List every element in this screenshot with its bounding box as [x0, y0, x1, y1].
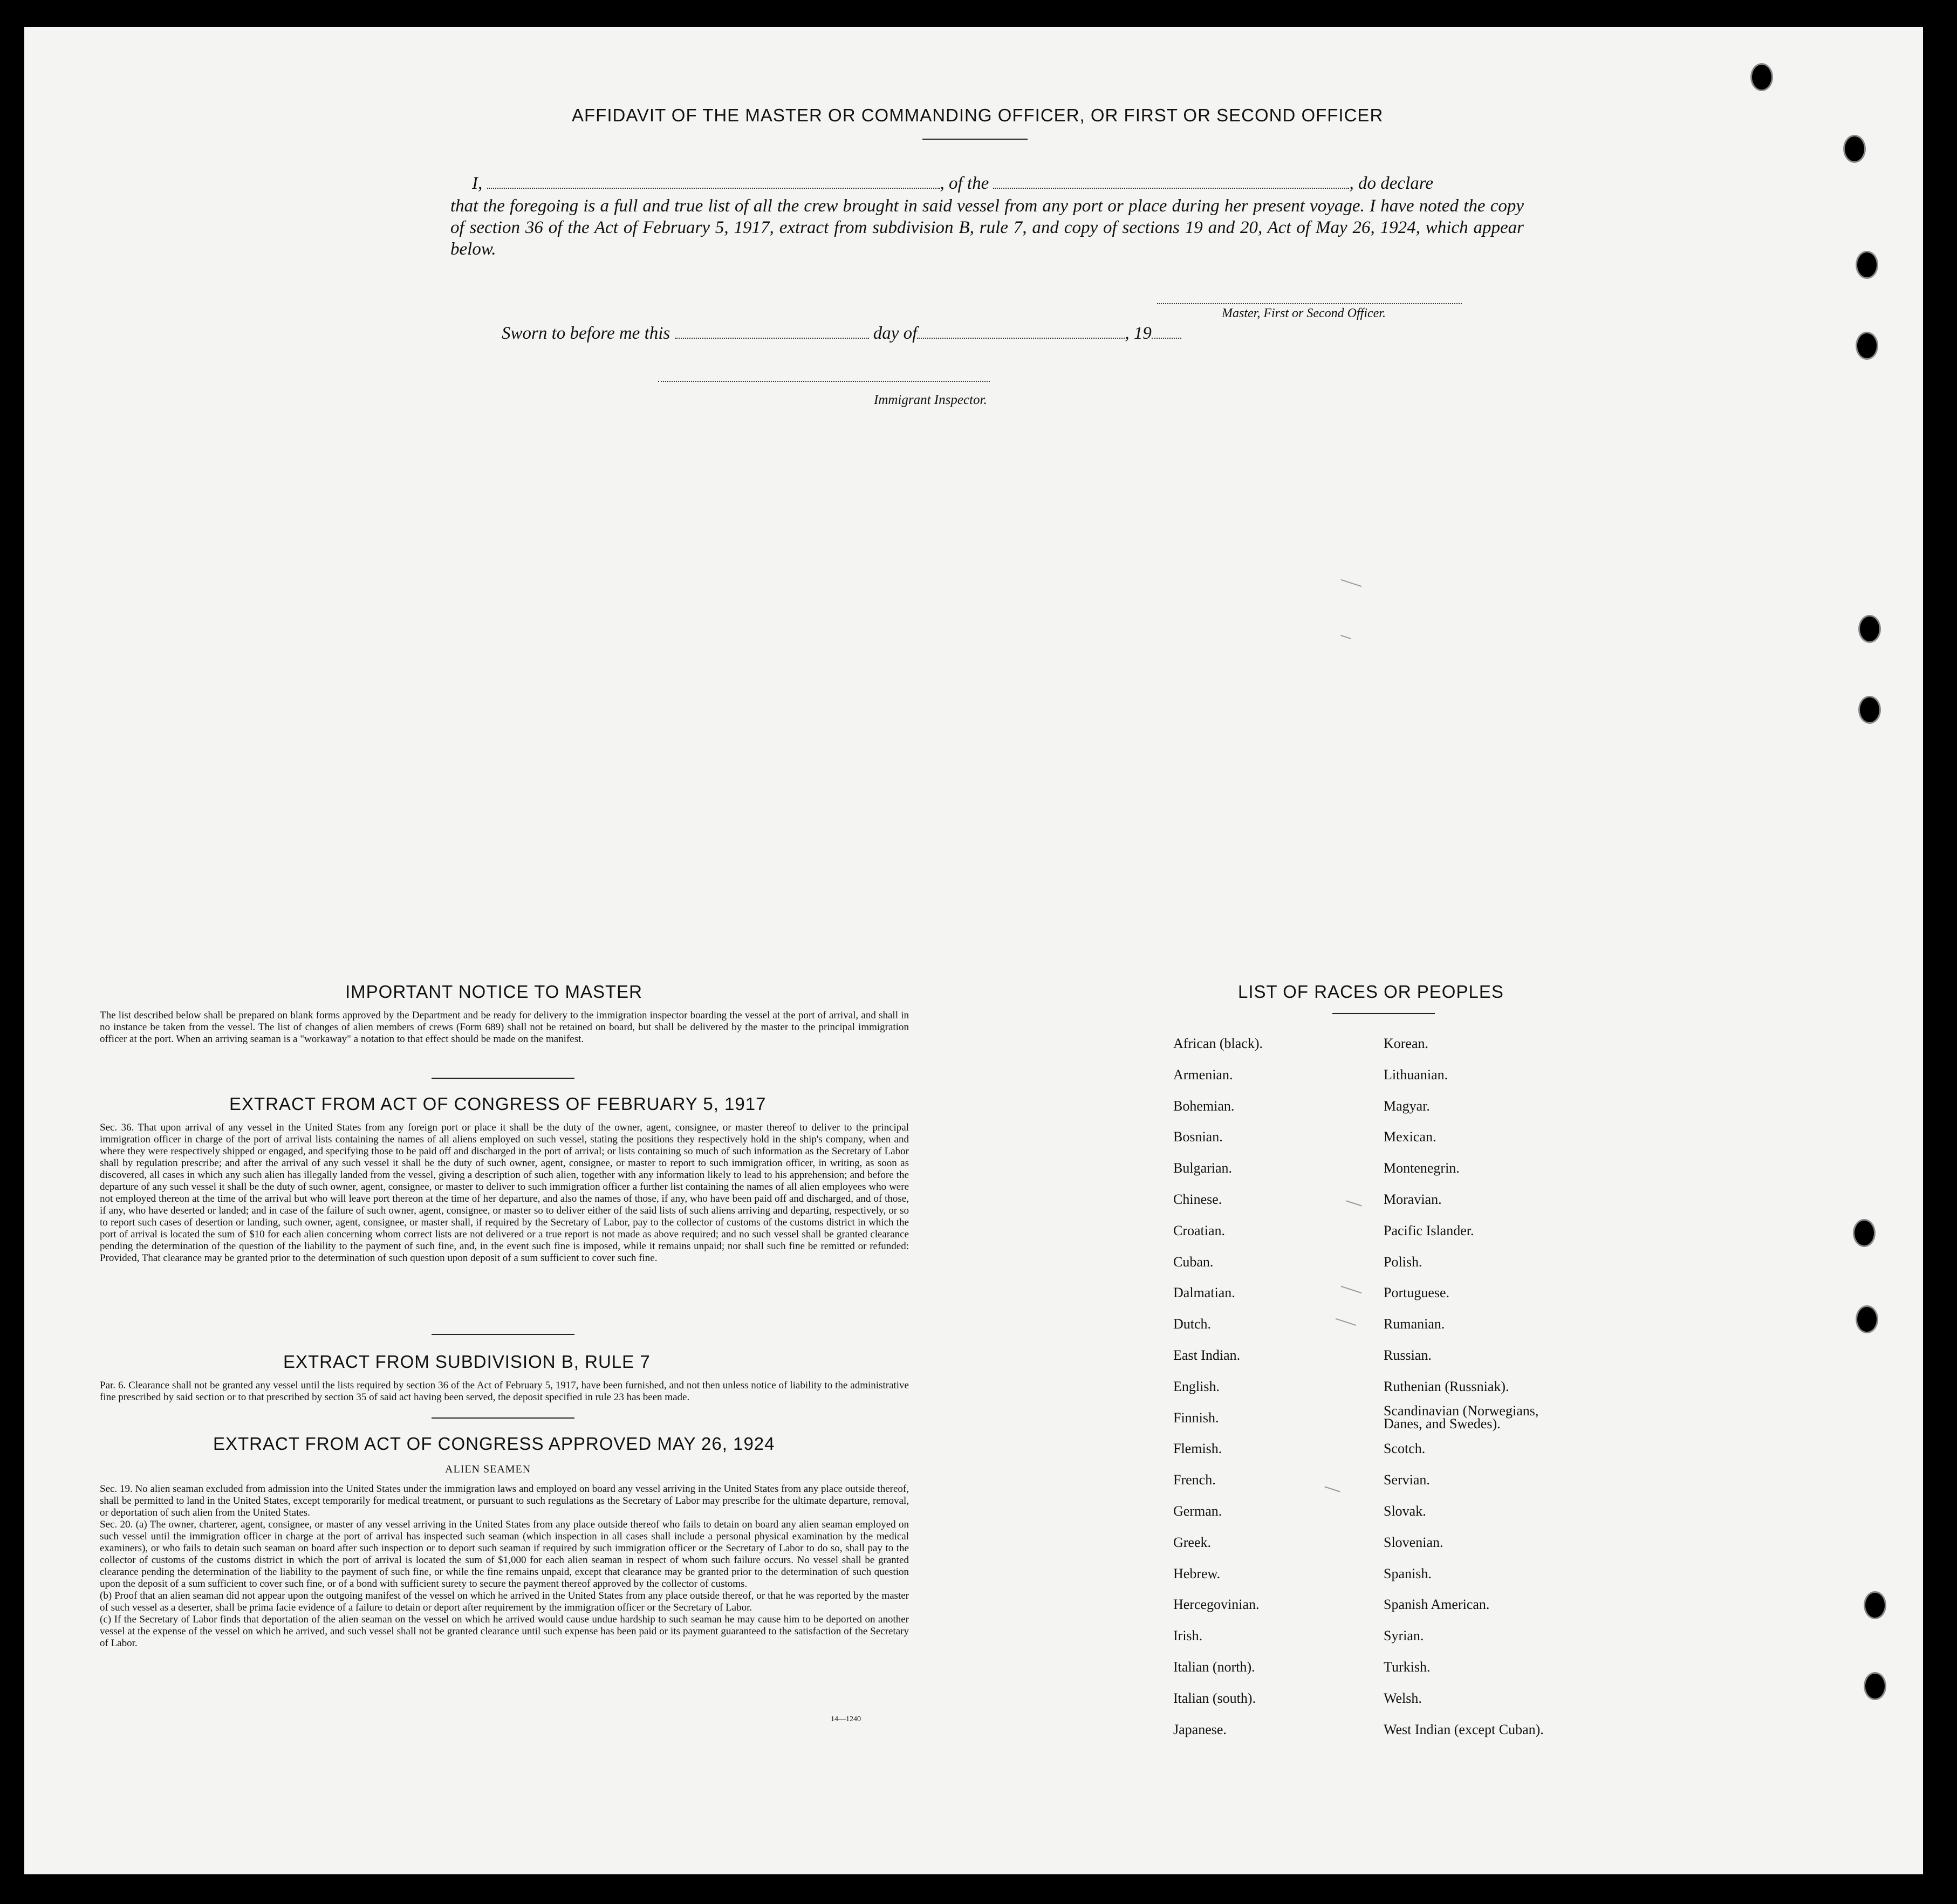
- race-item: Greek.: [1173, 1535, 1212, 1550]
- race-item: Cuban.: [1173, 1254, 1214, 1270]
- punch-hole: [1856, 1305, 1878, 1333]
- race-item: African (black).: [1173, 1036, 1263, 1051]
- race-item: Spanish American.: [1384, 1597, 1490, 1612]
- master-signature-label: Master, First or Second Officer.: [1222, 306, 1386, 320]
- race-item: Finnish.: [1173, 1410, 1219, 1426]
- race-item: Lithuanian.: [1384, 1067, 1448, 1083]
- race-item: Spanish.: [1384, 1566, 1432, 1581]
- race-item: Dutch.: [1173, 1316, 1212, 1332]
- punch-hole: [1858, 615, 1881, 643]
- punch-hole: [1856, 251, 1878, 279]
- race-item: Welsh.: [1384, 1690, 1422, 1706]
- inspector-signature-line[interactable]: [658, 381, 990, 382]
- day-of-label: day of: [873, 324, 918, 343]
- scan-mark: [1336, 1318, 1357, 1326]
- race-item: Magyar.: [1384, 1098, 1430, 1114]
- section-20a-text: Sec. 20. (a) The owner, charterer, agent, consignee, or master of any vessel arriving in the United States from any place outside thereof who fails to detain on board any alien seaman employed on such vessel until the immigration officer in charge at the port of arrival has inspected such seaman (which inspection in all cases shall include a personal physical examination by the medical examiners), or who fails to detain such seaman on board after such inspection or to deport such seaman if required by such immigration officer or the Secretary of Labor to do so, shall pay to the collector of customs of the customs district in which the port of arrival is located the sum of $1,000 for each alien seaman in respect of whom such failure occurs. No vessel shall be granted clearance pending the determination of the liability to the payment of such fine, or while the fine remains unpaid, except that clearance may be granted prior to the determination of such question upon the deposit of a sum sufficient to cover such fine, or of a bond with sufficient surety to secure the payment thereof approved by the collector of customs.: [100, 1519, 909, 1590]
- race-item: Armenian.: [1173, 1067, 1233, 1083]
- race-item: Mexican.: [1384, 1129, 1436, 1145]
- scan-mark: [1341, 579, 1362, 587]
- form-number: 14—1240: [831, 1715, 861, 1723]
- divider: [1332, 1013, 1435, 1014]
- race-item: Hercegovinian.: [1173, 1597, 1260, 1612]
- extract-1924-title: EXTRACT FROM ACT OF CONGRESS APPROVED MAY 26, 1924: [213, 1434, 775, 1454]
- section-20b-text: (b) Proof that an alien seaman did not appear upon the outgoing manifest of the vessel on which he arrived in the United States from any place outside thereof, or that he was reported by the master of such vessel as a deserter, shall be prima facie evidence of a failure to detain or deport after requirement by the immigration officer or the Secretary of Labor.: [100, 1590, 909, 1613]
- extract-1917-text: Sec. 36. That upon arrival of any vessel in the United States from any foreign port or place it shall be the duty of the owner, agent, consignee, or master thereof to deliver to the principal immigration officer in charge of the port of arrival lists containing the names of all aliens employed on such vessel, stating the positions they respectively hold in the ship's company, when and where they were respectively shipped or engaged, and specifying those to be paid off and discharged in the port of arrival; or lists containing so much of such information as the Secretary of Labor shall by regulation prescribe; and after the arrival of any such vessel it shall be the duty of such owner, agent, consignee, or master to report to such immigration officer, in writing, as soon as discovered, all cases in which any such alien has illegally landed from the vessel, giving a description of such alien, together with any information likely to lead to his apprehension; and before the departure of any such vessel it shall be the duty of such owner, agent, consignee, or master to deliver to such immigration officer a further list containing the names of all alien employees who were not employed thereon at the time of the arrival but who will leave port thereon at the time of her departure, and also the names of those, if any, who have been paid off and discharged, and of those, if any, who have deserted or landed; and in case of the failure of such owner, agent, consignee, or master so to deliver either of the said lists of such aliens arriving and departing, respectively, or so to report such cases of desertion or landing, such owner, agent, consignee, or master shall, if required by the Secretary of Labor, pay to the collector of customs of the customs district in which the port of arrival is located the sum of $10 for each alien concerning whom correct lists are not delivered or a true report is not made as above required; and no such vessel shall be granted clearance pending the determination of the question of the liability to the payment of such fine, and, in the event such fine is imposed, while it remains unpaid; nor shall such fine be remitted or refunded: Provided, That clearance may be granted prior to the determination of such question upon deposit of a sum sufficient to cover such fine.: [100, 1122, 909, 1264]
- punch-hole: [1856, 332, 1878, 360]
- sworn-year-field[interactable]: [1152, 338, 1181, 339]
- punch-hole: [1858, 696, 1881, 724]
- punch-hole: [1843, 135, 1866, 163]
- declare-label: , do declare: [1349, 174, 1433, 193]
- races-title: LIST OF RACES OR PEOPLES: [1238, 982, 1504, 1002]
- race-item: Moravian.: [1384, 1191, 1442, 1207]
- race-item: Polish.: [1384, 1254, 1422, 1270]
- race-item: Korean.: [1384, 1036, 1429, 1051]
- race-item: Portuguese.: [1384, 1285, 1450, 1300]
- inspector-signature-label: Immigrant Inspector.: [874, 393, 987, 407]
- race-item: Irish.: [1173, 1628, 1203, 1643]
- race-item: Syrian.: [1384, 1628, 1424, 1643]
- race-item: Scotch.: [1384, 1441, 1426, 1456]
- race-item: Rumanian.: [1384, 1316, 1445, 1332]
- race-item: German.: [1173, 1503, 1222, 1519]
- sworn-day-field[interactable]: [675, 338, 869, 339]
- sworn-label: Sworn to before me this: [502, 324, 670, 343]
- declarant-prefix: I,: [472, 174, 483, 193]
- affidavit-title: AFFIDAVIT OF THE MASTER OR COMMANDING OFFICER, OR FIRST OR SECOND OFFICER: [572, 105, 1384, 125]
- punch-hole: [1750, 63, 1773, 91]
- race-item: Italian (north).: [1173, 1659, 1255, 1675]
- divider: [432, 1078, 574, 1079]
- race-item: French.: [1173, 1472, 1216, 1488]
- punch-hole: [1864, 1672, 1886, 1700]
- sworn-line: [502, 323, 1181, 344]
- section-20c-text: (c) If the Secretary of Labor finds that deportation of the alien seaman on the vessel on which he arrived would cause undue hardship to such seaman he may cause him to be deported on another vessel at the expense of the vessel on which he arrived, and such vessel shall not be granted clearance until such expense has been paid or its payment guaranteed to the satisfaction of the Secretary of Labor.: [100, 1614, 909, 1649]
- punch-hole: [1864, 1591, 1886, 1619]
- scan-mark: [1341, 1286, 1362, 1293]
- master-signature-line[interactable]: [1157, 303, 1462, 304]
- race-item: Slovak.: [1384, 1503, 1426, 1519]
- notice-title: IMPORTANT NOTICE TO MASTER: [345, 982, 643, 1002]
- race-item: Russian.: [1384, 1347, 1432, 1363]
- race-item: English.: [1173, 1379, 1220, 1394]
- alien-seamen-subtitle: ALIEN SEAMEN: [445, 1463, 531, 1475]
- race-item: West Indian (except Cuban).: [1384, 1722, 1544, 1737]
- race-item: Chinese.: [1173, 1191, 1222, 1207]
- race-item: Pacific Islander.: [1384, 1223, 1474, 1238]
- affidavit-body: that the foregoing is a full and true list of all the crew brought in said vessel from any port or place during her present voyage. I have noted the copy of section 36 of the Act of February 5, 1917, extract from subdivision B, rule 7, and copy of sections 19 and 20, Act of May 26, 1924, which appear below.: [450, 196, 1524, 259]
- race-item: Italian (south).: [1173, 1690, 1256, 1706]
- race-item: Dalmatian.: [1173, 1285, 1235, 1300]
- race-item: East Indian.: [1173, 1347, 1241, 1363]
- year-label: , 19: [1125, 324, 1152, 343]
- divider: [432, 1417, 574, 1419]
- of-the-label: , of the: [940, 174, 989, 193]
- race-item: Slovenian.: [1384, 1535, 1443, 1550]
- affidavit-declaration-line: [472, 173, 1529, 194]
- document-page: [24, 27, 1923, 1874]
- divider: [922, 139, 1028, 140]
- section-19-text: Sec. 19. No alien seaman excluded from admission into the United States under the immigration laws and employed on board any vessel arriving in the United States from any place outside thereof, shall be permitted to land in the United States, except temporarily for medical treatment, or pursuant to such regulations as the Secretary of Labor may prescribe for the ultimate departure, removal, or deportation of such alien from the United States.: [100, 1483, 909, 1518]
- race-item: Croatian.: [1173, 1223, 1226, 1238]
- race-item: Ruthenian (Russniak).: [1384, 1379, 1509, 1394]
- vessel-name-field[interactable]: [993, 188, 1349, 189]
- rule7-text: Par. 6. Clearance shall not be granted any vessel until the lists required by section 36 of the Act of February 5, 1917, have been furnished, and not then unless notice of liability to the administrative fine prescribed by said section or to that prescribed by section 35 of said act having been served, the deposit specified in rule 23 has been made.: [100, 1380, 909, 1403]
- race-item: Flemish.: [1173, 1441, 1222, 1456]
- race-item: Scandinavian (Norwegians, Danes, and Swedes).: [1384, 1403, 1539, 1432]
- race-item: Bohemian.: [1173, 1098, 1235, 1114]
- divider: [432, 1334, 574, 1335]
- notice-text: The list described below shall be prepared on blank forms approved by the Department and be ready for delivery to the immigration inspector boarding the vessel at the port of arrival, and shall in no instance be taken from the vessel. The list of changes of alien members of crews (Form 689) shall not be retained on board, but shall be delivered by the master to the principal immigration officer at the port. When an arriving seaman is a "workaway" a notation to that effect should be made on the manifest.: [100, 1010, 909, 1045]
- race-item: Japanese.: [1173, 1722, 1227, 1737]
- scan-mark: [1346, 1200, 1361, 1206]
- sworn-month-field[interactable]: [917, 338, 1125, 339]
- race-item: Servian.: [1384, 1472, 1430, 1488]
- rule7-title: EXTRACT FROM SUBDIVISION B, RULE 7: [283, 1352, 651, 1372]
- scan-mark: [1324, 1486, 1340, 1492]
- race-item: Hebrew.: [1173, 1566, 1221, 1581]
- extract-1924-body: [100, 1483, 909, 1649]
- declarant-name-field[interactable]: [487, 188, 940, 189]
- punch-hole: [1853, 1219, 1876, 1247]
- race-item: Montenegrin.: [1384, 1160, 1460, 1176]
- race-item: Bulgarian.: [1173, 1160, 1233, 1176]
- extract-1917-title: EXTRACT FROM ACT OF CONGRESS OF FEBRUARY 5, 1917: [229, 1094, 767, 1114]
- scan-mark: [1340, 635, 1351, 639]
- race-item: Bosnian.: [1173, 1129, 1223, 1145]
- race-item: Turkish.: [1384, 1659, 1431, 1675]
